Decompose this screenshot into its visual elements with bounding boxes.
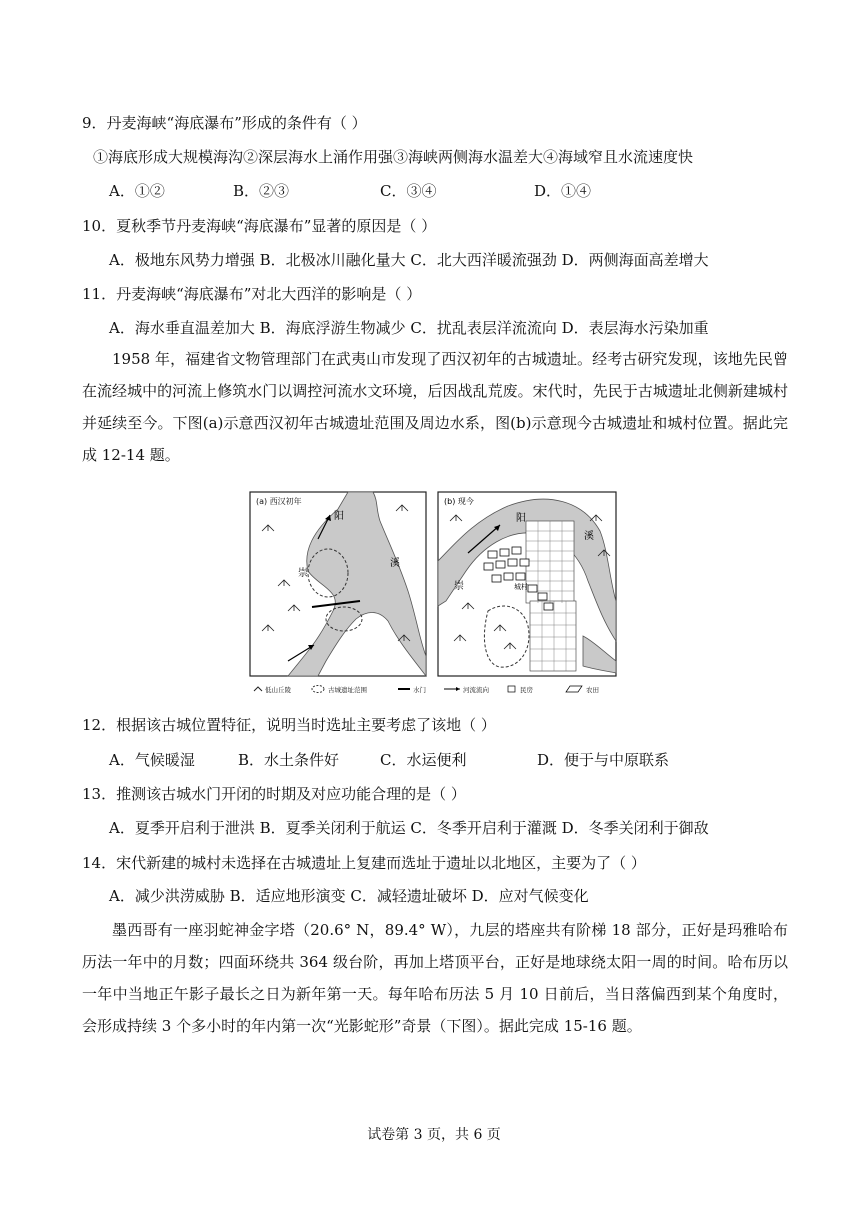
q10-options: A．极地东风势力增强 B．北极冰川融化量大 C．北大西洋暖流强劲 D．两侧海面高差增大 <box>109 251 709 269</box>
panel-a-river-char-2: 溪 <box>390 558 400 569</box>
legend-houses: 民房 <box>520 686 533 694</box>
q9-stem: 9．丹麦海峡“海底瀑布”形成的条件有（ ） <box>82 114 367 132</box>
q13-stem: 13．推测该古城水门开闭的时期及对应功能合理的是（ ） <box>82 785 466 803</box>
panel-b-farmland <box>526 521 576 671</box>
panel-a-river-char-0: 崇 <box>298 568 308 579</box>
legend-flow: 河流流向 <box>463 686 489 694</box>
q12-option-b: B．水土条件好 <box>238 751 340 769</box>
legend-water-gate: 水门 <box>413 686 426 694</box>
panel-b-title: (b) 现今 <box>444 497 474 506</box>
legend-farmland: 农田 <box>586 686 599 694</box>
passage-1: 1958 年，福建省文物管理部门在武夷山市发现了西汉初年的古城遗址。经考古研究发现，该地先民曾在流经城中的河流上修筑水门以调控河流水文环境，后因战乱荒废。宋代时，先民于古城遗址北侧新建城村并延续至今。下图(a)示意西汉初年古城遗址范围及周边水系，图(b)示意现今古城遗址和城村位置。据此完成 12-14 题。 <box>82 350 788 464</box>
panel-b-river-char-1: 阳 <box>516 513 526 524</box>
q13-options: A．夏季开启利于泄洪 B．夏季关闭利于航运 C．冬季开启利于灌溉 D．冬季关闭利于御敌 <box>109 819 709 837</box>
legend-ruins: 古城遗址范围 <box>328 686 367 694</box>
panel-a-river-char-1: 阳 <box>334 511 344 522</box>
q14-stem: 14．宋代新建的城村未选择在古城遗址上复建而选址于遗址以北地区，主要为了（ ） <box>82 854 646 872</box>
legend <box>254 685 599 694</box>
passage-2: 墨西哥有一座羽蛇神金字塔（20.6° N，89.4° W），九层的塔座共有阶梯 18 部分，正好是玛雅哈布历法一年中的月数；四面环绕共 364 级台阶，再加上塔顶平台，正好是地球绕太阳一周的时间。哈布历以一年中当地正午影子最长之日为新年第一天。每年哈布历法 5 月 10 日前后，当日落偏西到某个角度时，会形成持续 3 个多小时的年内第一次“光影蛇形”奇景（下图）。据此完成 15-16 题。 <box>82 921 788 1035</box>
panel-a-title: (a) 西汉初年 <box>256 497 302 506</box>
map-figure <box>248 491 620 699</box>
q12-option-c: C．水运便利 <box>380 751 467 769</box>
panel-b-village-label: 城村 <box>514 583 528 591</box>
q14-options: A．减少洪涝威胁 B．适应地形演变 C．减轻遗址破坏 D．应对气候变化 <box>109 887 589 905</box>
panel-b-river-char-0: 崇 <box>454 581 464 592</box>
page-footer: 试卷第 3 页，共 6 页 <box>367 1127 501 1143</box>
q11-options: A．海水垂直温差加大 B．海底浮游生物减少 C．扰乱表层洋流流向 D．表层海水污染加重 <box>109 319 709 337</box>
q9-option-d: D．①④ <box>534 182 592 200</box>
q12-option-a: A．气候暖湿 <box>109 751 195 769</box>
q9-option-b: B．②③ <box>233 182 290 200</box>
q9-option-a: A．①② <box>109 182 165 200</box>
q12-option-d: D．便于与中原联系 <box>537 751 670 769</box>
q11-stem: 11．丹麦海峡“海底瀑布”对北大西洋的影响是（ ） <box>82 285 422 303</box>
q9-items: ①海底形成大规模海沟②深层海水上涌作用强③海峡两侧海水温差大④海域窄且水流速度快 <box>93 148 694 166</box>
q10-stem: 10．夏秋季节丹麦海峡“海底瀑布”显著的原因是（ ） <box>82 217 437 235</box>
q12-stem: 12．根据该古城位置特征，说明当时选址主要考虑了该地（ ） <box>82 716 496 734</box>
legend-hills: 低山丘陵 <box>265 686 291 694</box>
panel-b-river-char-2: 溪 <box>584 531 594 542</box>
q9-option-c: C．③④ <box>380 182 437 200</box>
